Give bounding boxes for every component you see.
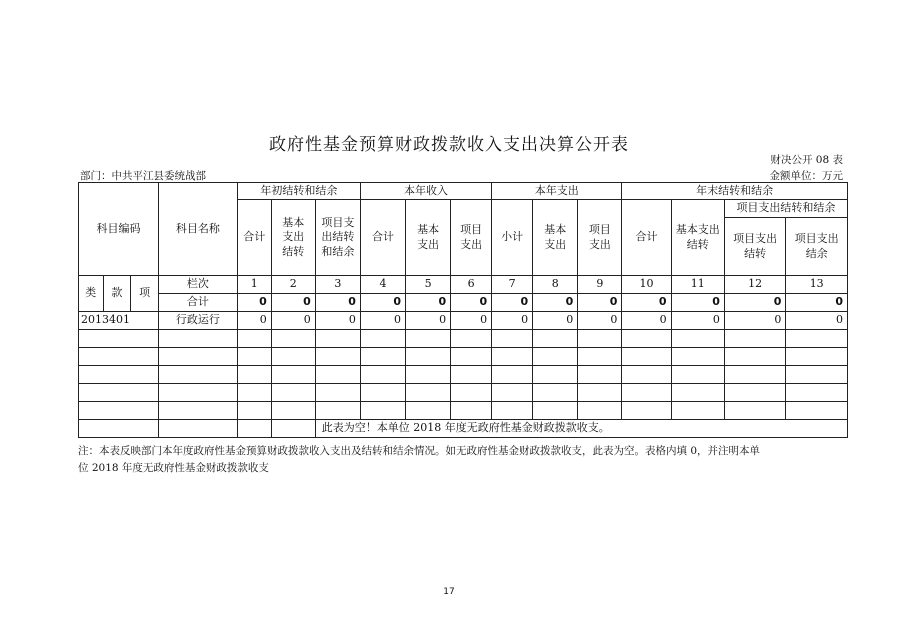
row-value: 0 [237, 312, 271, 330]
row-value: 0 [622, 312, 671, 330]
subject-code: 2013401 [79, 312, 159, 330]
header-end-total: 合计 [622, 200, 671, 276]
header-year-expense: 本年支出 [492, 183, 622, 200]
header-subject-code: 科目编码 [79, 183, 159, 276]
header-end-project-carry: 项目支出结转 [724, 218, 786, 276]
header-begin-basic: 基本支出结转 [271, 200, 315, 276]
header-kuan: 款 [103, 276, 131, 312]
footnote-line-2: 位 2018 年度无政府性基金财政拨款收支 [78, 462, 269, 474]
total-value: 0 [671, 294, 724, 312]
total-value: 0 [786, 294, 848, 312]
column-number: 4 [360, 276, 405, 294]
footnote [78, 443, 848, 477]
subject-name: 行政运行 [158, 312, 237, 330]
page-number: 17 [443, 587, 455, 597]
total-value: 0 [578, 294, 622, 312]
footnote-line-1: 注：本表反映部门本年度政府性基金预算财政拨款收入支出及结转和结余情况。如无政府性基金财政拨款收支，此表为空。表格内填 0，并注明本单 [78, 445, 761, 457]
column-number: 10 [622, 276, 671, 294]
table-number: 财决公开 08 表 [770, 154, 843, 166]
header-lei: 类 [79, 276, 104, 312]
total-value: 0 [451, 294, 492, 312]
table-row [79, 312, 848, 330]
total-value: 0 [406, 294, 451, 312]
header-income-project: 项目支出 [451, 200, 492, 276]
fund-table [78, 182, 848, 438]
total-value: 0 [360, 294, 405, 312]
empty-row [79, 330, 848, 348]
department-label: 部门：中共平江县委统战部 [80, 170, 206, 182]
total-value: 0 [492, 294, 533, 312]
header-expense-project: 项目支出 [578, 200, 622, 276]
total-value: 0 [533, 294, 578, 312]
column-number: 11 [671, 276, 724, 294]
total-value: 0 [724, 294, 786, 312]
header-income-basic: 基本支出 [406, 200, 451, 276]
row-value: 0 [315, 312, 360, 330]
row-value: 0 [671, 312, 724, 330]
empty-table-note: 此表为空！本单位 2018 年度无政府性基金财政拨款收支。 [315, 420, 847, 438]
header-xiang: 项 [131, 276, 159, 312]
total-value: 0 [622, 294, 671, 312]
column-number: 1 [237, 276, 271, 294]
column-number: 3 [315, 276, 360, 294]
row-value: 0 [271, 312, 315, 330]
row-value: 0 [360, 312, 405, 330]
total-value: 0 [315, 294, 360, 312]
header-income-total: 合计 [360, 200, 405, 276]
unit-label: 金额单位：万元 [769, 170, 843, 182]
empty-row [79, 384, 848, 402]
empty-row [79, 402, 848, 420]
column-number: 13 [786, 276, 848, 294]
empty-row [79, 348, 848, 366]
header-project-carry-group: 项目支出结转和结余 [724, 200, 847, 218]
total-label: 合计 [158, 294, 237, 312]
column-number: 2 [271, 276, 315, 294]
column-number: 12 [724, 276, 786, 294]
page-title: 政府性基金预算财政拨款收入支出决算公开表 [269, 135, 629, 155]
row-value: 0 [406, 312, 451, 330]
column-number: 8 [533, 276, 578, 294]
header-end-project-balance: 项目支出结余 [786, 218, 848, 276]
column-number: 5 [406, 276, 451, 294]
total-value: 0 [271, 294, 315, 312]
row-value: 0 [786, 312, 848, 330]
column-number: 7 [492, 276, 533, 294]
row-value: 0 [492, 312, 533, 330]
header-begin-total: 合计 [237, 200, 271, 276]
header-end-basic: 基本支出结转 [671, 200, 724, 276]
header-expense-subtotal: 小计 [492, 200, 533, 276]
header-expense-basic: 基本支出 [533, 200, 578, 276]
header-subject-name: 科目名称 [158, 183, 237, 276]
row-value: 0 [451, 312, 492, 330]
header-begin-project: 项目支出结转和结余 [315, 200, 360, 276]
row-value: 0 [724, 312, 786, 330]
header-begin-balance: 年初结转和结余 [237, 183, 360, 200]
empty-row [79, 366, 848, 384]
column-number: 9 [578, 276, 622, 294]
total-value: 0 [237, 294, 271, 312]
header-year-income: 本年收入 [360, 183, 491, 200]
row-value: 0 [578, 312, 622, 330]
row-label: 栏次 [158, 276, 237, 294]
column-number: 6 [451, 276, 492, 294]
row-value: 0 [533, 312, 578, 330]
header-end-balance: 年末结转和结余 [622, 183, 848, 200]
